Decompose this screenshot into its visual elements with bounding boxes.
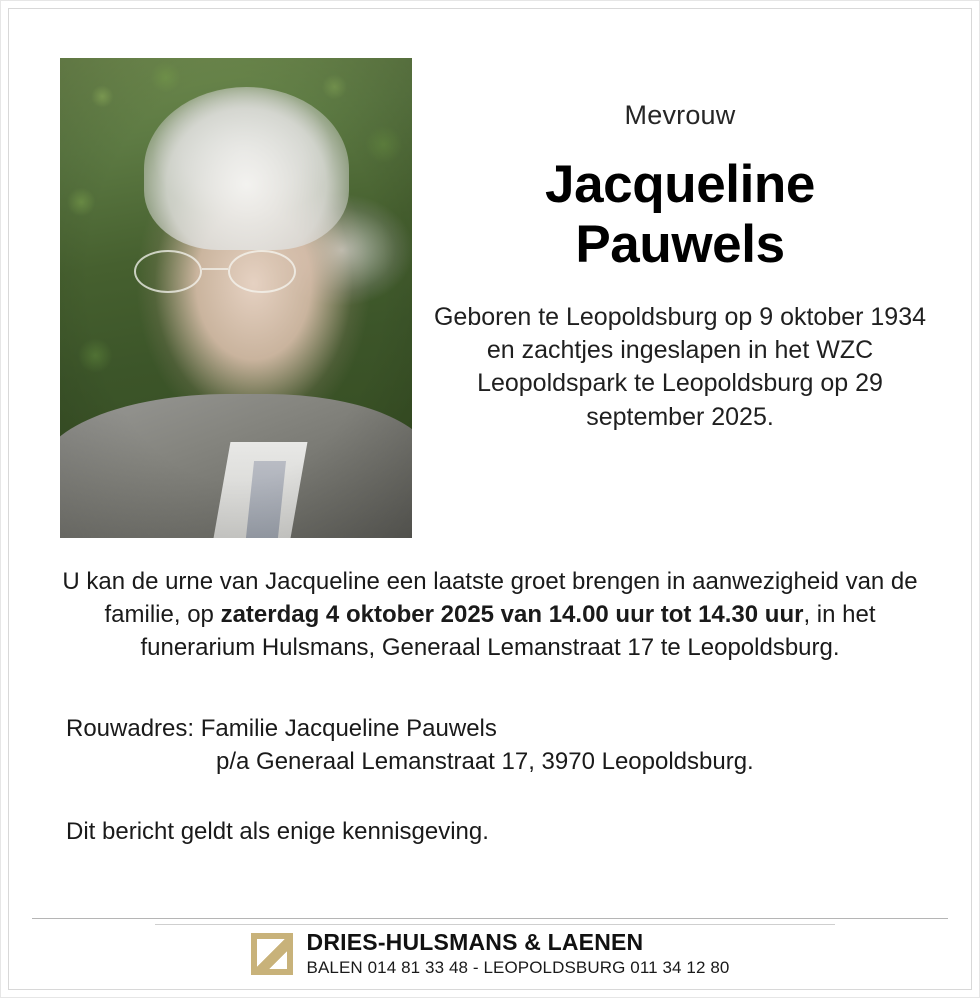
farewell-part2: , in het funerarium Hulsmans, Generaal Lemanstraat 17 te Leopoldsburg. [140, 600, 876, 661]
funeral-home-name: DRIES-HULSMANS & LAENEN [306, 929, 644, 955]
funeral-home-logo-icon [251, 933, 293, 975]
body-section [0, 566, 980, 849]
mourning-address-line1: Rouwadres: Familie Jacqueline Pauwels [66, 714, 497, 742]
photo-vignette [60, 58, 412, 538]
page-title [430, 155, 930, 275]
salutation: Mevrouw [624, 100, 736, 130]
first-name: Jacqueline [545, 155, 815, 214]
farewell-datetime: zaterdag 4 oktober 2025 van 14.00 uur tot 14.30 uur [220, 600, 804, 628]
farewell-part1: U kan de urne van Jacqueline een laatste groet brengen in aanwezigheid van de familie, op [62, 568, 918, 628]
footer-divider [32, 918, 948, 919]
farewell-paragraph [62, 566, 918, 665]
footer [0, 930, 980, 978]
notice-paragraph: Dit bericht geldt als enige kennisgeving. [66, 818, 489, 846]
portrait-photo [60, 58, 412, 538]
name-block [430, 100, 930, 434]
birth-death-text: Geboren te Leopoldsburg op 9 oktober 1934 en zachtjes ingeslapen in het WZC Leopoldspark te Leopoldsburg op 29 september 2025. [433, 302, 927, 431]
mourning-address-paragraph [62, 713, 918, 779]
logo-mark [257, 939, 287, 969]
mourning-address-line2: p/a Generaal Lemanstraat 17, 3970 Leopoldsburg. [216, 747, 754, 775]
footer-text [307, 930, 730, 978]
last-name: Pauwels [575, 214, 785, 274]
funeral-home-contact: BALEN 014 81 33 48 - LEOPOLDSBURG 011 34 12 80 [306, 957, 730, 977]
footer-divider-short [155, 924, 835, 925]
